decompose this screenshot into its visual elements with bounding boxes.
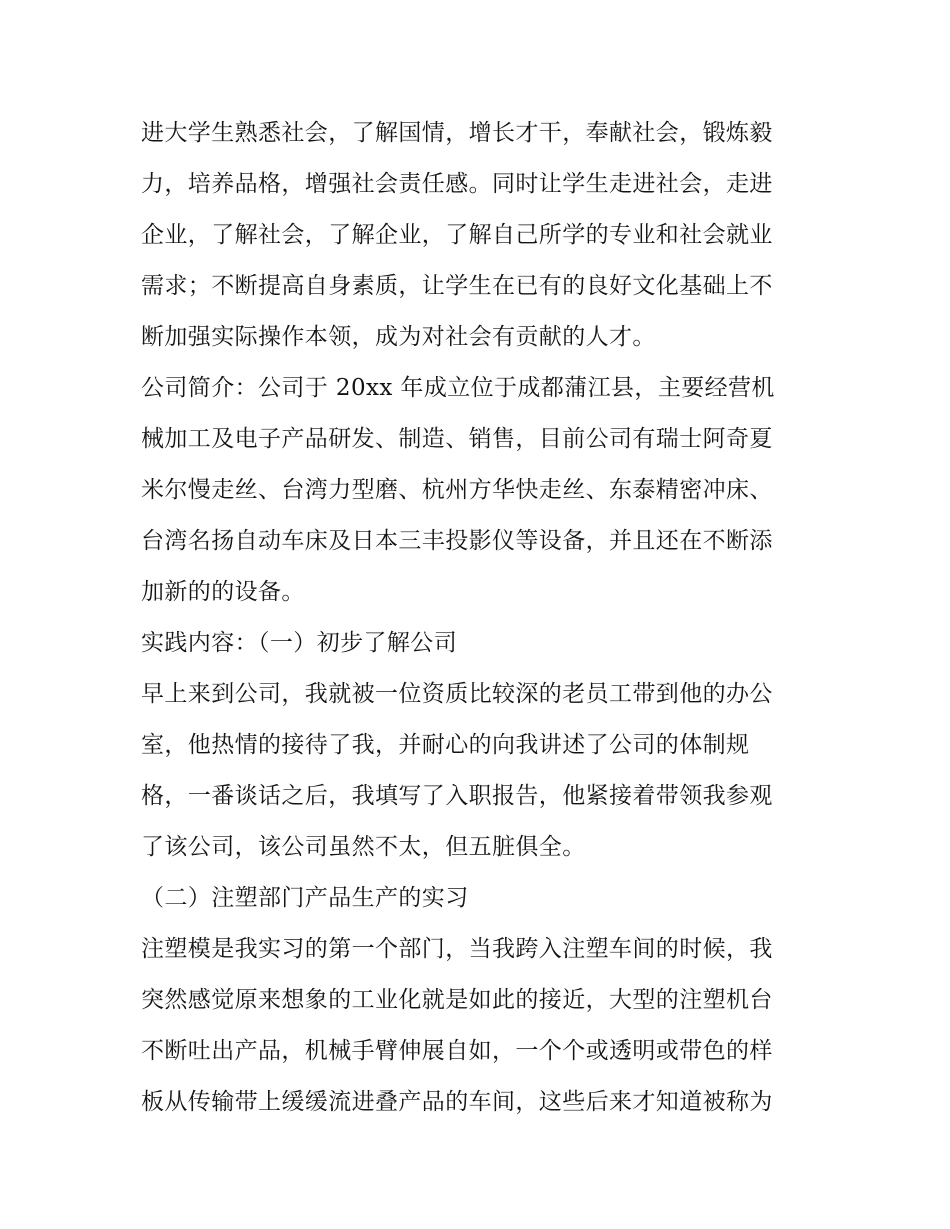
company-intro-line: 公司简介：公司于 20xx 年成立位于成都蒲江县，主要经营机 [141, 375, 775, 401]
section-heading-practice: 实践内容：（一）初步了解公司 [141, 630, 458, 656]
text-line: 需求；不断提高自身素质，让学生在已有的良好文化基础上不 [141, 273, 773, 299]
text-line: 了该公司，该公司虽然不太，但五脏俱全。 [141, 834, 586, 860]
text-line: 械加工及电子产品研发、制造、销售，目前公司有瑞士阿奇夏 [141, 426, 773, 452]
text-line: 企业，了解社会，了解企业，了解自己所学的专业和社会就业 [141, 222, 773, 248]
text-line: 突然感觉原来想象的工业化就是如此的接近，大型的注塑机台 [141, 987, 773, 1013]
text-line: 进大学生熟悉社会，了解国情，增长才干，奉献社会，锻炼毅 [141, 120, 773, 146]
text-line: 台湾名扬自动车床及日本三丰投影仪等设备，并且还在不断添 [141, 528, 773, 554]
text-line: 米尔慢走丝、台湾力型磨、杭州方华快走丝、东泰精密冲床、 [141, 477, 773, 503]
document-body [141, 108, 821, 1128]
section-heading-injection: （二）注塑部门产品生产的实习 [141, 885, 469, 911]
text-line: 断加强实际操作本领，成为对社会有贡献的人才。 [141, 324, 656, 350]
text-line: 加新的的设备。 [141, 579, 305, 605]
text-line: 格，一番谈话之后，我填写了入职报告，他紧接着带领我参观 [141, 783, 773, 809]
text-line: 早上来到公司，我就被一位资质比较深的老员工带到他的办公 [141, 681, 773, 707]
text-line: 室，他热情的接待了我，并耐心的向我讲述了公司的体制规 [141, 732, 750, 758]
text-line: 板从传输带上缓缓流进叠产品的车间，这些后来才知道被称为 [141, 1089, 773, 1115]
text-line: 不断吐出产品，机械手臂伸展自如，一个个或透明或带色的样 [141, 1038, 773, 1064]
text-line: 注塑模是我实习的第一个部门，当我跨入注塑车间的时候，我 [141, 936, 773, 962]
text-line: 力，培养品格，增强社会责任感。同时让学生走进社会，走进 [141, 171, 773, 197]
